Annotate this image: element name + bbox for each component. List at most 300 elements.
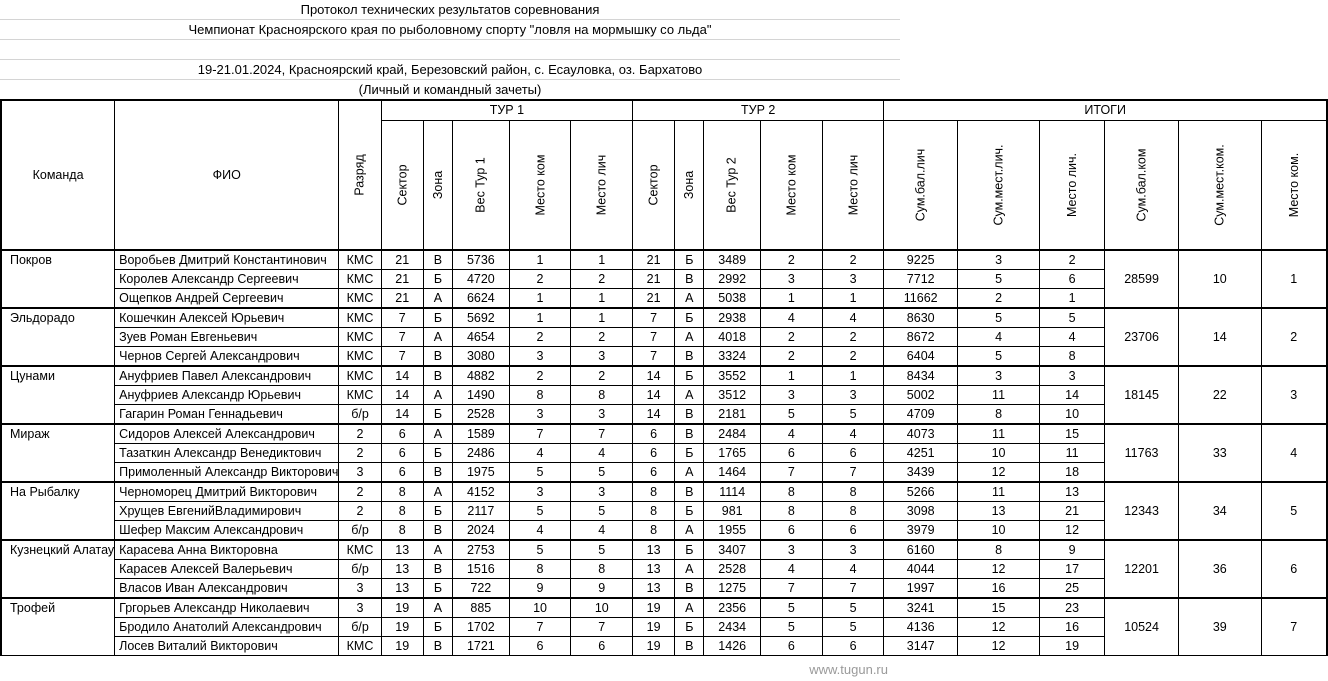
cell: 6 bbox=[760, 637, 822, 656]
cell: б/р bbox=[339, 521, 381, 541]
cell: 3 bbox=[760, 540, 822, 560]
cell: 2 bbox=[822, 347, 884, 367]
team-place: 4 bbox=[1261, 424, 1327, 482]
col-team-sum-points: Сум.бал.ком bbox=[1105, 120, 1179, 250]
cell: В bbox=[675, 579, 704, 599]
tour1-header: ТУР 1 bbox=[381, 100, 632, 120]
cell: 9 bbox=[571, 579, 633, 599]
cell: 19 bbox=[633, 598, 675, 618]
col-t2-place-team: Место ком bbox=[760, 120, 822, 250]
cell: 1 bbox=[571, 250, 633, 270]
cell: 1 bbox=[1040, 289, 1105, 309]
championship-title: Чемпионат Красноярского края по рыболовному спорту "ловля на мормышку со льда" bbox=[0, 20, 900, 40]
cell: 11 bbox=[958, 386, 1040, 405]
cell: 8 bbox=[760, 502, 822, 521]
cell: КМС bbox=[339, 250, 381, 270]
col-sum-places: Сум.мест.лич. bbox=[958, 120, 1040, 250]
cell: 2486 bbox=[453, 444, 509, 463]
cell: 981 bbox=[704, 502, 760, 521]
cell: 6 bbox=[822, 521, 884, 541]
cell: 5692 bbox=[453, 308, 509, 328]
cell: 1 bbox=[509, 289, 571, 309]
cell: 3 bbox=[822, 540, 884, 560]
cell: Б bbox=[675, 308, 704, 328]
cell: 1 bbox=[822, 366, 884, 386]
cell: 3 bbox=[822, 386, 884, 405]
cell: 3407 bbox=[704, 540, 760, 560]
cell: 8 bbox=[381, 521, 423, 541]
cell: 2 bbox=[760, 250, 822, 270]
cell: 21 bbox=[1040, 502, 1105, 521]
cell: 1 bbox=[760, 289, 822, 309]
cell: 6 bbox=[633, 444, 675, 463]
cell: 19 bbox=[633, 637, 675, 656]
cell: Б bbox=[423, 444, 452, 463]
col-t2-sector: Сектор bbox=[633, 120, 675, 250]
col-t1-zone: Зона bbox=[423, 120, 452, 250]
cell: 13 bbox=[633, 560, 675, 579]
cell: В bbox=[423, 637, 452, 656]
cell: 15 bbox=[958, 598, 1040, 618]
athlete-name: Шефер Максим Александрович bbox=[115, 521, 339, 541]
cell: 8 bbox=[571, 386, 633, 405]
cell: 1765 bbox=[704, 444, 760, 463]
cell: 12 bbox=[958, 463, 1040, 483]
cell: 8 bbox=[633, 502, 675, 521]
table-row bbox=[1, 250, 1327, 270]
col-team-place: Место ком. bbox=[1261, 120, 1327, 250]
cell: Б bbox=[423, 502, 452, 521]
cell: 16 bbox=[958, 579, 1040, 599]
athlete-name: Сидоров Алексей Александрович bbox=[115, 424, 339, 444]
cell: 6404 bbox=[884, 347, 958, 367]
cell: б/р bbox=[339, 560, 381, 579]
col-team-sum-places: Сум.мест.ком. bbox=[1179, 120, 1261, 250]
cell: 1997 bbox=[884, 579, 958, 599]
cell: 5 bbox=[571, 463, 633, 483]
team-name: На Рыбалку bbox=[1, 482, 115, 540]
team-place: 6 bbox=[1261, 540, 1327, 598]
cell: В bbox=[675, 347, 704, 367]
cell: 3 bbox=[958, 366, 1040, 386]
cell: 5 bbox=[760, 618, 822, 637]
cell: 2528 bbox=[704, 560, 760, 579]
cell: 7 bbox=[381, 328, 423, 347]
cell: 17 bbox=[1040, 560, 1105, 579]
cell: 2 bbox=[571, 328, 633, 347]
cell: В bbox=[675, 405, 704, 425]
cell: Б bbox=[423, 308, 452, 328]
team-sum-points: 18145 bbox=[1105, 366, 1179, 424]
cell: 3147 bbox=[884, 637, 958, 656]
cell: 4720 bbox=[453, 270, 509, 289]
athlete-name: Карасев Алексей Валерьевич bbox=[115, 560, 339, 579]
cell: Б bbox=[675, 502, 704, 521]
cell: 8434 bbox=[884, 366, 958, 386]
cell: КМС bbox=[339, 540, 381, 560]
cell: 7 bbox=[760, 463, 822, 483]
athlete-name: Королев Александр Сергеевич bbox=[115, 270, 339, 289]
cell: Б bbox=[675, 366, 704, 386]
athlete-name: Зуев Роман Евгеньевич bbox=[115, 328, 339, 347]
cell: 10 bbox=[958, 521, 1040, 541]
cell: А bbox=[675, 328, 704, 347]
cell: 2117 bbox=[453, 502, 509, 521]
cell: 8 bbox=[509, 560, 571, 579]
athlete-name: Чернов Сергей Александрович bbox=[115, 347, 339, 367]
cell: 8 bbox=[571, 560, 633, 579]
cell: 2 bbox=[760, 347, 822, 367]
cell: 3 bbox=[958, 250, 1040, 270]
cell: 1 bbox=[571, 289, 633, 309]
cell: А bbox=[675, 560, 704, 579]
cell: 4251 bbox=[884, 444, 958, 463]
cell: 3324 bbox=[704, 347, 760, 367]
team-sum-places: 34 bbox=[1179, 482, 1261, 540]
team-name: Кузнецкий Алатау bbox=[1, 540, 115, 598]
cell: 5002 bbox=[884, 386, 958, 405]
cell: 8 bbox=[633, 521, 675, 541]
athlete-name: Кошечкин Алексей Юрьевич bbox=[115, 308, 339, 328]
col-sum-points: Сум.бал.лич bbox=[884, 120, 958, 250]
cell: 2 bbox=[339, 502, 381, 521]
cell: 6624 bbox=[453, 289, 509, 309]
cell: 23 bbox=[1040, 598, 1105, 618]
cell: 5 bbox=[958, 308, 1040, 328]
cell: 9 bbox=[1040, 540, 1105, 560]
team-place: 1 bbox=[1261, 250, 1327, 308]
cell: 5038 bbox=[704, 289, 760, 309]
cell: 11662 bbox=[884, 289, 958, 309]
athlete-name: Карасева Анна Викторовна bbox=[115, 540, 339, 560]
cell: 3 bbox=[509, 405, 571, 425]
cell: 10 bbox=[1040, 405, 1105, 425]
cell: 8 bbox=[958, 405, 1040, 425]
cell: 3489 bbox=[704, 250, 760, 270]
cell: 2484 bbox=[704, 424, 760, 444]
table-row bbox=[1, 366, 1327, 386]
cell: 1721 bbox=[453, 637, 509, 656]
cell: 5 bbox=[760, 405, 822, 425]
cell: Б bbox=[423, 270, 452, 289]
athlete-name: Тазаткин Александр Венедиктович bbox=[115, 444, 339, 463]
team-sum-points: 23706 bbox=[1105, 308, 1179, 366]
event-date-location: 19-21.01.2024, Красноярский край, Березовский район, с. Есауловка, оз. Бархатово bbox=[0, 60, 900, 80]
cell: 5 bbox=[571, 540, 633, 560]
cell: 8 bbox=[1040, 347, 1105, 367]
cell: 3 bbox=[571, 405, 633, 425]
cell: 11 bbox=[958, 482, 1040, 502]
cell: 4 bbox=[571, 444, 633, 463]
cell: 6 bbox=[760, 521, 822, 541]
cell: 6 bbox=[760, 444, 822, 463]
cell: 2 bbox=[339, 444, 381, 463]
cell: КМС bbox=[339, 289, 381, 309]
cell: 8672 bbox=[884, 328, 958, 347]
cell: 14 bbox=[633, 405, 675, 425]
cell: 5 bbox=[958, 270, 1040, 289]
cell: 12 bbox=[958, 637, 1040, 656]
cell: 2 bbox=[958, 289, 1040, 309]
cell: 12 bbox=[958, 560, 1040, 579]
col-t1-place-team: Место ком bbox=[509, 120, 571, 250]
cell: 7 bbox=[381, 308, 423, 328]
cell: 18 bbox=[1040, 463, 1105, 483]
cell: 3979 bbox=[884, 521, 958, 541]
cell: 3 bbox=[760, 270, 822, 289]
cell: 19 bbox=[633, 618, 675, 637]
team-name: Трофей bbox=[1, 598, 115, 656]
cell: 8 bbox=[958, 540, 1040, 560]
cell: 8 bbox=[633, 482, 675, 502]
cell: 19 bbox=[1040, 637, 1105, 656]
cell: 8 bbox=[381, 482, 423, 502]
team-sum-points: 12201 bbox=[1105, 540, 1179, 598]
cell: 3 bbox=[1040, 366, 1105, 386]
cell: 2024 bbox=[453, 521, 509, 541]
cell: 4073 bbox=[884, 424, 958, 444]
cell: 1975 bbox=[453, 463, 509, 483]
cell: 21 bbox=[633, 289, 675, 309]
cell: 4654 bbox=[453, 328, 509, 347]
team-name: Эльдорадо bbox=[1, 308, 115, 366]
cell: 6 bbox=[633, 424, 675, 444]
cell: Б bbox=[423, 405, 452, 425]
cell: 2992 bbox=[704, 270, 760, 289]
cell: 5266 bbox=[884, 482, 958, 502]
cell: 7 bbox=[822, 579, 884, 599]
cell: 3 bbox=[509, 347, 571, 367]
cell: 7 bbox=[760, 579, 822, 599]
cell: 7 bbox=[633, 347, 675, 367]
cell: А bbox=[423, 540, 452, 560]
cell: 4 bbox=[822, 308, 884, 328]
cell: 14 bbox=[1040, 386, 1105, 405]
cell: 10 bbox=[571, 598, 633, 618]
cell: 1702 bbox=[453, 618, 509, 637]
cell: 3 bbox=[339, 463, 381, 483]
athlete-name: Хрущев ЕвгенийВладимирович bbox=[115, 502, 339, 521]
cell: 1464 bbox=[704, 463, 760, 483]
cell: 7 bbox=[571, 424, 633, 444]
cell: 1955 bbox=[704, 521, 760, 541]
cell: 6 bbox=[381, 463, 423, 483]
cell: 3 bbox=[509, 482, 571, 502]
cell: А bbox=[675, 463, 704, 483]
cell: 21 bbox=[381, 270, 423, 289]
cell: 7 bbox=[571, 618, 633, 637]
cell: 9225 bbox=[884, 250, 958, 270]
cell: 5 bbox=[509, 463, 571, 483]
cell: 1516 bbox=[453, 560, 509, 579]
cell: 1 bbox=[509, 250, 571, 270]
totals-header: ИТОГИ bbox=[884, 100, 1327, 120]
cell: 21 bbox=[381, 250, 423, 270]
athlete-name: Гагарин Роман Геннадьевич bbox=[115, 405, 339, 425]
cell: 19 bbox=[381, 598, 423, 618]
cell: 7 bbox=[509, 618, 571, 637]
cell: 6160 bbox=[884, 540, 958, 560]
cell: 14 bbox=[381, 386, 423, 405]
cell: В bbox=[675, 424, 704, 444]
cell: 13 bbox=[1040, 482, 1105, 502]
cell: 12 bbox=[958, 618, 1040, 637]
team-name: Мираж bbox=[1, 424, 115, 482]
cell: 21 bbox=[633, 250, 675, 270]
cell: В bbox=[423, 463, 452, 483]
athlete-name: Гргорьев Александр Николаевич bbox=[115, 598, 339, 618]
cell: 5 bbox=[822, 598, 884, 618]
athlete-name: Лосев Виталий Викторович bbox=[115, 637, 339, 656]
cell: 2 bbox=[509, 366, 571, 386]
cell: 3439 bbox=[884, 463, 958, 483]
scoring-type: (Личный и командный зачеты) bbox=[0, 80, 900, 100]
athlete-name: Черноморец Дмитрий Викторович bbox=[115, 482, 339, 502]
athlete-name: Ануфриев Александр Юрьевич bbox=[115, 386, 339, 405]
cell: 2753 bbox=[453, 540, 509, 560]
cell: 4152 bbox=[453, 482, 509, 502]
cell: 14 bbox=[381, 366, 423, 386]
team-sum-points: 28599 bbox=[1105, 250, 1179, 308]
col-t1-place-personal: Место лич bbox=[571, 120, 633, 250]
cell: А bbox=[423, 289, 452, 309]
cell: КМС bbox=[339, 637, 381, 656]
cell: 16 bbox=[1040, 618, 1105, 637]
cell: 5 bbox=[571, 502, 633, 521]
cell: В bbox=[423, 347, 452, 367]
cell: 2 bbox=[509, 270, 571, 289]
cell: 19 bbox=[381, 618, 423, 637]
col-t1-sector: Сектор bbox=[381, 120, 423, 250]
col-t1-weight: Вес Тур 1 bbox=[453, 120, 509, 250]
cell: 10 bbox=[958, 444, 1040, 463]
cell: 3 bbox=[571, 347, 633, 367]
cell: 4 bbox=[822, 560, 884, 579]
col-personal-place: Место лич. bbox=[1040, 120, 1105, 250]
protocol-title: Протокол технических результатов соревнования bbox=[0, 0, 900, 20]
cell: Б bbox=[675, 540, 704, 560]
cell: КМС bbox=[339, 270, 381, 289]
cell: В bbox=[675, 270, 704, 289]
cell: 2528 bbox=[453, 405, 509, 425]
cell: 14 bbox=[633, 366, 675, 386]
athlete-name: Ануфриев Павел Александрович bbox=[115, 366, 339, 386]
cell: 2434 bbox=[704, 618, 760, 637]
cell: 2938 bbox=[704, 308, 760, 328]
cell: А bbox=[423, 328, 452, 347]
team-sum-points: 11763 bbox=[1105, 424, 1179, 482]
cell: 4 bbox=[822, 424, 884, 444]
cell: 1589 bbox=[453, 424, 509, 444]
cell: 11 bbox=[958, 424, 1040, 444]
cell: 2 bbox=[571, 270, 633, 289]
cell: 1490 bbox=[453, 386, 509, 405]
cell: 8 bbox=[760, 482, 822, 502]
team-sum-points: 10524 bbox=[1105, 598, 1179, 656]
cell: 3241 bbox=[884, 598, 958, 618]
cell: 3 bbox=[339, 598, 381, 618]
cell: 4709 bbox=[884, 405, 958, 425]
cell: 1 bbox=[571, 308, 633, 328]
cell: 8630 bbox=[884, 308, 958, 328]
cell: Б bbox=[423, 618, 452, 637]
cell: Б bbox=[675, 618, 704, 637]
cell: А bbox=[675, 386, 704, 405]
cell: 885 bbox=[453, 598, 509, 618]
cell: 8 bbox=[509, 386, 571, 405]
cell: 3 bbox=[339, 579, 381, 599]
cell: Б bbox=[423, 579, 452, 599]
cell: 2 bbox=[822, 328, 884, 347]
cell: 2356 bbox=[704, 598, 760, 618]
cell: В bbox=[423, 560, 452, 579]
team-sum-points: 12343 bbox=[1105, 482, 1179, 540]
cell: А bbox=[675, 289, 704, 309]
cell: 6 bbox=[509, 637, 571, 656]
cell: 5 bbox=[509, 540, 571, 560]
cell: 14 bbox=[633, 386, 675, 405]
cell: 2 bbox=[822, 250, 884, 270]
team-name: Покров bbox=[1, 250, 115, 308]
cell: 13 bbox=[958, 502, 1040, 521]
cell: 4 bbox=[509, 444, 571, 463]
results-table bbox=[0, 99, 1328, 656]
cell: 4 bbox=[760, 560, 822, 579]
cell: 5 bbox=[1040, 308, 1105, 328]
cell: Б bbox=[675, 250, 704, 270]
cell: 1 bbox=[822, 289, 884, 309]
cell: 2 bbox=[339, 424, 381, 444]
cell: 2181 bbox=[704, 405, 760, 425]
cell: 3512 bbox=[704, 386, 760, 405]
col-t2-zone: Зона bbox=[675, 120, 704, 250]
table-row bbox=[1, 540, 1327, 560]
cell: 8 bbox=[822, 502, 884, 521]
cell: 13 bbox=[633, 540, 675, 560]
cell: 5 bbox=[958, 347, 1040, 367]
cell: 7 bbox=[633, 328, 675, 347]
col-t2-weight: Вес Тур 2 bbox=[704, 120, 760, 250]
team-sum-places: 22 bbox=[1179, 366, 1261, 424]
cell: 14 bbox=[381, 405, 423, 425]
cell: 15 bbox=[1040, 424, 1105, 444]
cell: 4882 bbox=[453, 366, 509, 386]
cell: 5736 bbox=[453, 250, 509, 270]
cell: КМС bbox=[339, 386, 381, 405]
cell: 5 bbox=[509, 502, 571, 521]
cell: 5 bbox=[822, 618, 884, 637]
cell: 4 bbox=[509, 521, 571, 541]
cell: 2 bbox=[1040, 250, 1105, 270]
athlete-name: Воробьев Дмитрий Константинович bbox=[115, 250, 339, 270]
cell: 1426 bbox=[704, 637, 760, 656]
cell: А bbox=[675, 521, 704, 541]
table-row bbox=[1, 598, 1327, 618]
cell: 4 bbox=[1040, 328, 1105, 347]
team-sum-places: 14 bbox=[1179, 308, 1261, 366]
cell: 6 bbox=[1040, 270, 1105, 289]
team-sum-places: 33 bbox=[1179, 424, 1261, 482]
cell: 2 bbox=[339, 482, 381, 502]
col-fio: ФИО bbox=[115, 100, 339, 250]
cell: 5 bbox=[760, 598, 822, 618]
cell: 1 bbox=[509, 308, 571, 328]
tour2-header: ТУР 2 bbox=[633, 100, 884, 120]
cell: 13 bbox=[381, 540, 423, 560]
cell: 4 bbox=[571, 521, 633, 541]
cell: 8 bbox=[381, 502, 423, 521]
athlete-name: Примоленный Александр Викторович bbox=[115, 463, 339, 483]
